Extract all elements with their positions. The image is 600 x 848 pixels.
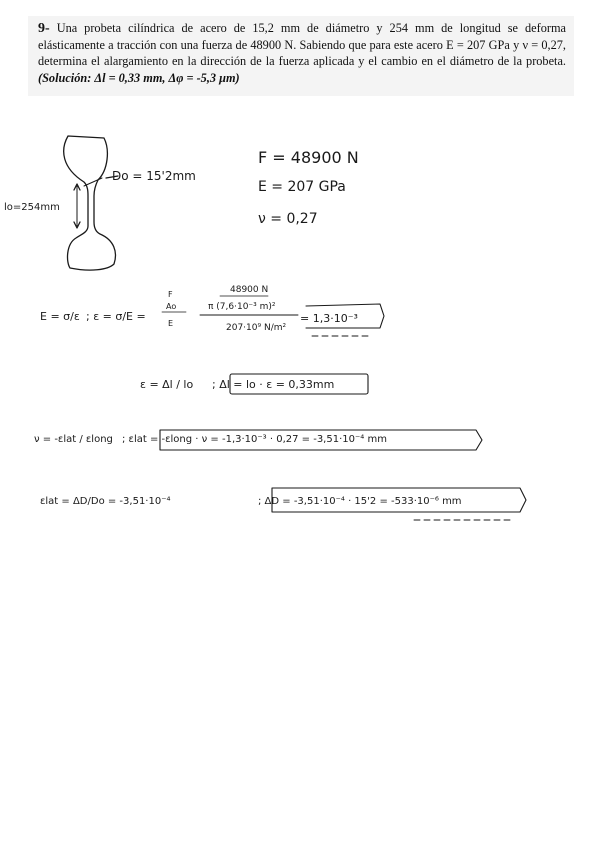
problem-number: 9-: [38, 21, 50, 36]
eq1-big-denominator: 207·10⁹ N/m²: [226, 323, 287, 333]
l0-label: lo=254mm: [4, 202, 60, 213]
eq1-definition: E = σ/ε: [40, 310, 80, 323]
solution-label: (Solución:: [38, 70, 92, 85]
eq1-frac-bottom: E: [168, 319, 174, 328]
d0-label: Do = 15'2mm: [112, 169, 196, 183]
problem-text: Una probeta cilíndrica de acero de 15,2 mm de diámetro y 254 mm de longitud se deforma elásticamente a tracción con una fuerza de 48900 N. Sabiendo que para este acero E = 207 GPa y ν = 0,27, determina el alargamiento en la dirección de la fuerza aplicada y el cambio en el diámetro de la probeta.: [38, 21, 566, 69]
eq4-definition: εlat = ΔD/Do = -3,51·10⁻⁴: [40, 496, 171, 507]
eq1-frac-top-b: Ao: [166, 302, 177, 311]
eq2-definition: ε = Δl / lo: [140, 378, 194, 391]
eq3-definition: ν = -εlat / εlong: [34, 434, 113, 445]
solution-values: Δl = 0,33 mm, Δφ = -5,3 μm): [94, 70, 240, 85]
modulus-given: E = 207 GPa: [258, 179, 346, 195]
eq2-result: ; Δl = lo · ε = 0,33mm: [212, 378, 335, 391]
eq3-result: ; εlat = -εlong · ν = -1,3·10⁻³ · 0,27 = -3,51·10⁻⁴ mm: [122, 434, 387, 445]
specimen-sketch: [64, 136, 118, 270]
eq1-big-numerator-top: 48900 N: [230, 285, 269, 295]
force-given: F = 48900 N: [258, 148, 359, 167]
poisson-given: ν = 0,27: [258, 211, 318, 227]
eq1-result: = 1,3·10⁻³: [300, 312, 358, 325]
eq1-rearranged: ; ε = σ/E =: [86, 310, 146, 323]
eq1-frac-top-a: F: [168, 290, 173, 299]
eq4-result: ; ΔD = -3,51·10⁻⁴ · 15'2 = -533·10⁻⁶ mm: [258, 496, 462, 507]
eq1-big-numerator-bottom: π (7,6·10⁻³ m)²: [208, 302, 276, 312]
